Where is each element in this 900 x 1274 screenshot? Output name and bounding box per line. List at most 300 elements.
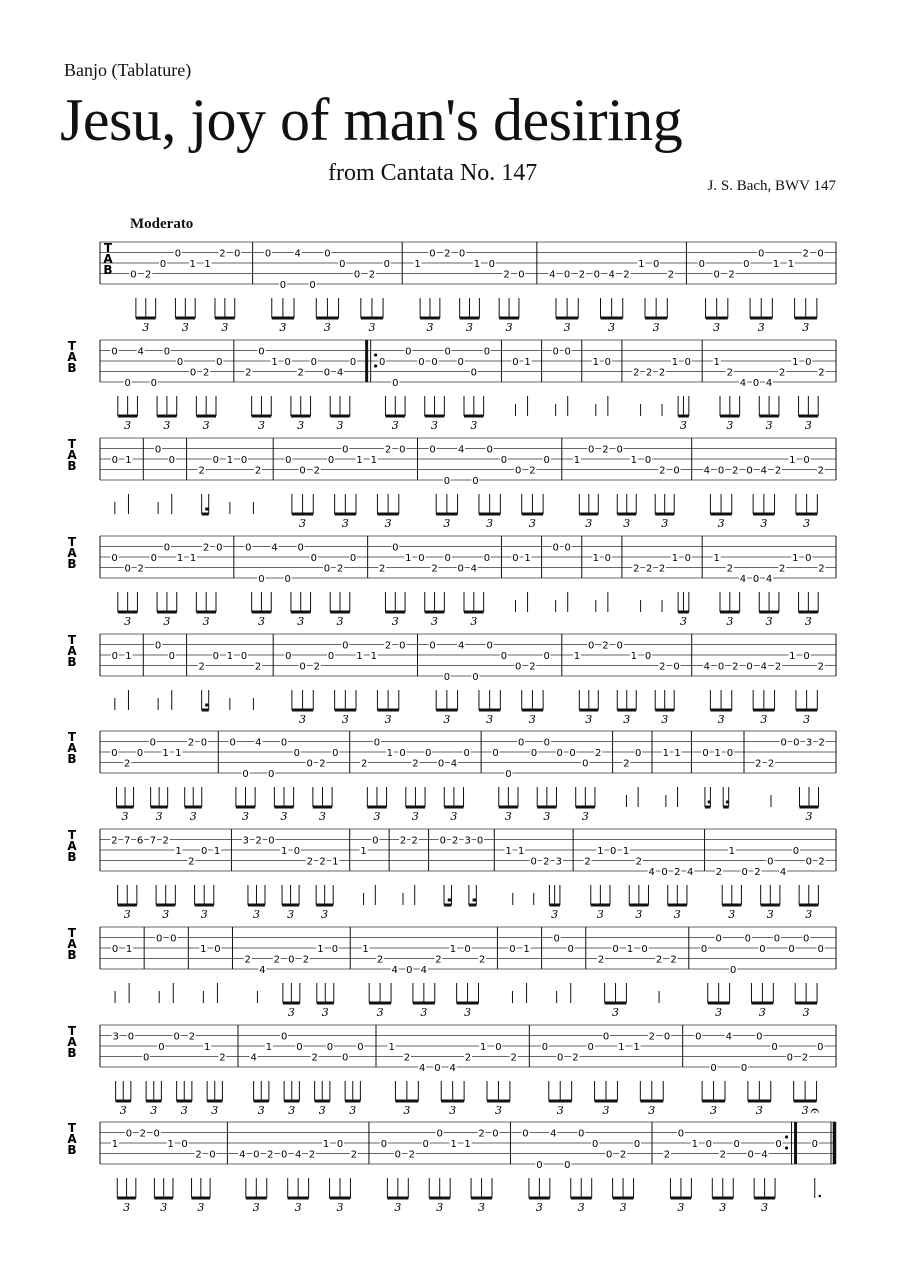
fret-number: 2 bbox=[254, 465, 262, 477]
fret-number: 0 bbox=[201, 846, 208, 857]
fret-number: 0 bbox=[788, 944, 795, 955]
tab-clef-letter: T bbox=[67, 437, 77, 451]
tuplet-number: 3 bbox=[505, 321, 513, 334]
fret-number: 0 bbox=[509, 944, 516, 955]
tuplet-number: 3 bbox=[436, 1201, 444, 1214]
fret-number: 1 bbox=[473, 259, 481, 270]
fret-number: 0 bbox=[752, 574, 760, 585]
tuplet-number: 3 bbox=[294, 1201, 302, 1214]
fret-number: 0 bbox=[136, 748, 144, 759]
fret-number: 1 bbox=[189, 553, 197, 564]
tuplet-number: 3 bbox=[373, 810, 381, 823]
fret-number: 4 bbox=[259, 965, 266, 976]
fret-number: 0 bbox=[767, 856, 774, 868]
fret-number: 0 bbox=[458, 248, 466, 260]
tuplet-number: 3 bbox=[200, 908, 208, 921]
fret-number: 2 bbox=[774, 465, 782, 477]
fret-number: 3 bbox=[464, 835, 471, 847]
tuplet-number: 3 bbox=[494, 1104, 502, 1117]
fret-number: 0 bbox=[710, 1063, 717, 1074]
fret-number: 2 bbox=[219, 1052, 226, 1064]
fret-number: 0 bbox=[500, 455, 508, 466]
tuplet-number: 3 bbox=[336, 615, 344, 628]
fret-number: 2 bbox=[817, 465, 825, 477]
fret-number: 1 bbox=[622, 846, 630, 857]
fret-number: 2 bbox=[313, 465, 321, 477]
tab-clef-letter: T bbox=[67, 1121, 77, 1135]
tuplet-number: 3 bbox=[124, 419, 132, 432]
tuplet-number: 3 bbox=[394, 1201, 402, 1214]
fret-number: 0 bbox=[604, 553, 612, 564]
dot bbox=[818, 1195, 821, 1198]
fret-number: 0 bbox=[567, 944, 574, 955]
fret-number: 0 bbox=[587, 1042, 594, 1053]
tuplet-number: 3 bbox=[760, 517, 768, 530]
tuplet-number: 3 bbox=[710, 1104, 718, 1117]
fret-number: 2 bbox=[594, 748, 602, 759]
fret-number: 1 bbox=[691, 1139, 699, 1150]
fret-number: 0 bbox=[267, 769, 275, 780]
fret-number: 2 bbox=[510, 1052, 517, 1064]
fret-number: 0 bbox=[457, 357, 464, 368]
fret-number: 4 bbox=[255, 737, 262, 749]
fret-number: 0 bbox=[168, 651, 175, 662]
tuplet-number: 3 bbox=[431, 419, 439, 432]
fret-number: 1 bbox=[713, 553, 720, 564]
fret-number: 0 bbox=[127, 1031, 135, 1043]
fret-number: 2 bbox=[444, 248, 451, 260]
fret-number: 0 bbox=[730, 965, 737, 976]
tuplet-number: 3 bbox=[242, 810, 250, 823]
tuplet-number: 3 bbox=[297, 419, 305, 432]
tab-clef-letter: B bbox=[67, 1046, 77, 1060]
fret-number: 2 bbox=[778, 563, 786, 575]
fret-number: 0 bbox=[557, 1052, 564, 1064]
fret-number: 2 bbox=[368, 269, 376, 281]
fret-number: 2 bbox=[802, 248, 809, 260]
tuplet-number: 3 bbox=[556, 1104, 564, 1117]
fret-number: 0 bbox=[288, 954, 295, 966]
fret-number: 0 bbox=[214, 944, 221, 955]
fret-number: 2 bbox=[412, 758, 419, 770]
tuplet-number: 3 bbox=[504, 810, 512, 823]
fret-number: 0 bbox=[684, 553, 691, 564]
fret-number: 0 bbox=[439, 835, 446, 847]
fret-number: 4 bbox=[420, 965, 428, 976]
fret-number: 2 bbox=[431, 563, 438, 575]
fret-number: 0 bbox=[673, 465, 680, 477]
tuplet-number: 3 bbox=[121, 810, 129, 823]
fret-number: 0 bbox=[399, 748, 406, 759]
fret-number: 0 bbox=[472, 672, 479, 683]
tab-clef-letter: T bbox=[67, 730, 77, 744]
fret-number: 0 bbox=[154, 640, 162, 652]
fret-number: 0 bbox=[216, 542, 223, 554]
fret-number: 2 bbox=[267, 1149, 274, 1161]
fret-number: 2 bbox=[578, 269, 586, 281]
tuplet-number: 3 bbox=[443, 713, 451, 726]
fret-number: 2 bbox=[452, 835, 459, 847]
tuplet-number: 3 bbox=[123, 908, 131, 921]
fret-number: 0 bbox=[733, 1139, 740, 1150]
fret-number: 0 bbox=[323, 367, 331, 379]
fret-number: 1 bbox=[332, 856, 339, 868]
tab-clef-letter: A bbox=[67, 1035, 77, 1049]
fret-number: 0 bbox=[746, 465, 753, 477]
fret-number: 0 bbox=[279, 280, 287, 291]
fret-number: 2 bbox=[188, 856, 195, 868]
fret-number: 0 bbox=[189, 367, 197, 379]
fret-number: 1 bbox=[630, 651, 638, 662]
tuplet-number: 3 bbox=[189, 810, 197, 823]
fret-number: 0 bbox=[698, 259, 706, 270]
fret-number: 6 bbox=[136, 835, 144, 847]
tuplet-number: 3 bbox=[123, 1201, 131, 1214]
fret-number: 0 bbox=[616, 444, 623, 456]
tuplet-number: 3 bbox=[551, 908, 559, 921]
fret-number: 0 bbox=[124, 563, 131, 575]
fret-number: 0 bbox=[543, 651, 550, 662]
tuplet-number: 3 bbox=[150, 1104, 158, 1117]
fret-number: 0 bbox=[163, 346, 171, 358]
fret-number: 0 bbox=[163, 542, 171, 554]
tab-clef-letter: B bbox=[67, 557, 77, 571]
fret-number: 2 bbox=[597, 954, 605, 966]
fret-number: 0 bbox=[700, 944, 708, 955]
tab-clef-letter: A bbox=[67, 1132, 77, 1146]
fret-number: 0 bbox=[486, 444, 493, 456]
tuplet-number: 3 bbox=[719, 1201, 727, 1214]
tab-clef-letter: B bbox=[103, 263, 113, 277]
fret-number: 0 bbox=[212, 455, 219, 466]
tab-clef-letter: B bbox=[67, 459, 77, 473]
fret-number: 2 bbox=[602, 444, 609, 456]
fret-number: 4 bbox=[760, 661, 768, 673]
fret-number: 0 bbox=[741, 867, 748, 878]
fret-number: 0 bbox=[512, 553, 519, 564]
fret-number: 0 bbox=[327, 651, 335, 662]
fret-number: 1 bbox=[671, 357, 679, 368]
fret-number: 1 bbox=[360, 846, 367, 857]
tab-clef-letter: B bbox=[67, 752, 77, 766]
tuplet-number: 3 bbox=[252, 1201, 260, 1214]
fret-number: 1 bbox=[175, 846, 182, 857]
fret-number: 0 bbox=[299, 661, 306, 673]
tuplet-number: 3 bbox=[197, 1201, 205, 1214]
fret-number: 1 bbox=[111, 1139, 119, 1150]
tuplet-number: 3 bbox=[160, 1201, 168, 1214]
fret-number: 0 bbox=[310, 553, 318, 564]
fret-number: 0 bbox=[373, 737, 381, 749]
fret-number: 0 bbox=[602, 1031, 610, 1043]
tab-clef-letter: T bbox=[67, 828, 77, 842]
fret-number: 2 bbox=[255, 835, 262, 847]
fret-number: 2 bbox=[726, 563, 734, 575]
fret-number: 1 bbox=[449, 944, 457, 955]
fret-number: 2 bbox=[306, 856, 313, 868]
fret-number: 2 bbox=[674, 867, 681, 878]
fret-number: 1 bbox=[226, 455, 234, 466]
tab-clef-letter: A bbox=[103, 252, 113, 266]
tuplet-number: 3 bbox=[287, 908, 295, 921]
tab-clef-letter: T bbox=[67, 339, 77, 353]
tuplet-number: 3 bbox=[805, 810, 813, 823]
tuplet-number: 3 bbox=[321, 908, 329, 921]
fret-number: 0 bbox=[464, 944, 471, 955]
fret-number: 1 bbox=[728, 846, 735, 857]
tuplet-number: 3 bbox=[142, 321, 150, 334]
fret-number: 0 bbox=[514, 465, 522, 477]
fret-number: 0 bbox=[817, 944, 824, 955]
fret-number: 1 bbox=[789, 651, 796, 662]
fret-number: 0 bbox=[518, 737, 525, 749]
tuplet-number: 3 bbox=[321, 1006, 329, 1019]
tuplet-number: 3 bbox=[341, 517, 349, 530]
fret-number: 1 bbox=[787, 259, 795, 270]
tuplet-number: 3 bbox=[602, 1104, 610, 1117]
fret-number: 1 bbox=[362, 944, 369, 955]
fret-number: 2 bbox=[719, 1149, 726, 1161]
fret-number: 1 bbox=[772, 259, 780, 270]
fret-number: 0 bbox=[663, 1031, 671, 1043]
fret-number: 0 bbox=[309, 280, 316, 291]
fret-number: 0 bbox=[793, 737, 800, 749]
tab-clef-letter: T bbox=[103, 241, 113, 255]
fret-number: 0 bbox=[422, 1139, 429, 1150]
fret-number: 0 bbox=[372, 835, 379, 847]
tuplet-number: 3 bbox=[612, 1006, 620, 1019]
fret-number: 4 bbox=[418, 1063, 426, 1074]
fret-number: 0 bbox=[758, 248, 765, 260]
fret-number: 0 bbox=[805, 357, 812, 368]
fret-number: 0 bbox=[740, 1063, 748, 1074]
fret-number: 4 bbox=[765, 574, 773, 585]
fret-number: 0 bbox=[652, 259, 660, 270]
fret-number: 0 bbox=[394, 1149, 402, 1161]
fret-number: 0 bbox=[792, 846, 800, 857]
fret-number: 2 bbox=[411, 835, 418, 847]
fret-number: 0 bbox=[173, 1031, 180, 1043]
fret-number: 2 bbox=[478, 954, 486, 966]
fret-number: 1 bbox=[524, 357, 531, 368]
tuplet-number: 3 bbox=[608, 321, 616, 334]
fret-number: 7 bbox=[124, 835, 131, 847]
fret-number: 4 bbox=[761, 1149, 768, 1161]
fret-number: 0 bbox=[582, 758, 589, 770]
fret-number: 0 bbox=[284, 574, 291, 585]
tuplet-number: 3 bbox=[391, 419, 399, 432]
fret-number: 1 bbox=[265, 1042, 273, 1053]
tuplet-number: 3 bbox=[726, 615, 734, 628]
fret-number: 2 bbox=[408, 1149, 415, 1161]
fret-number: 0 bbox=[500, 651, 508, 662]
tab-clef-letter: A bbox=[67, 644, 77, 658]
fret-number: 0 bbox=[293, 846, 301, 857]
fret-number: 2 bbox=[754, 867, 761, 878]
fret-number: 0 bbox=[633, 1139, 641, 1150]
fret-number: 2 bbox=[336, 563, 344, 575]
fret-number: 0 bbox=[332, 748, 339, 759]
repeat-dot bbox=[374, 364, 377, 367]
tab-clef-letter: B bbox=[67, 948, 77, 962]
tuplet-number: 3 bbox=[124, 615, 132, 628]
fret-number: 0 bbox=[434, 1063, 441, 1074]
fret-number: 0 bbox=[695, 1031, 702, 1043]
fret-number: 1 bbox=[271, 357, 278, 368]
fret-number: 0 bbox=[457, 563, 464, 575]
fret-number: 4 bbox=[765, 378, 773, 389]
fret-number: 2 bbox=[384, 640, 392, 652]
tuplet-number: 3 bbox=[765, 615, 773, 628]
fret-number: 0 bbox=[817, 248, 824, 260]
fret-number: 0 bbox=[702, 748, 709, 759]
fret-number: 0 bbox=[125, 1128, 133, 1140]
fret-number: 0 bbox=[181, 1139, 188, 1150]
fret-number: 0 bbox=[406, 965, 413, 976]
tuplet-number: 3 bbox=[715, 1006, 723, 1019]
fret-number: 0 bbox=[444, 346, 451, 358]
fret-number: 0 bbox=[280, 1031, 288, 1043]
tab-clef-letter: B bbox=[67, 1143, 77, 1157]
fret-number: 1 bbox=[633, 1042, 640, 1053]
fret-number: 0 bbox=[530, 748, 538, 759]
tuplet-number: 3 bbox=[679, 419, 687, 432]
fret-number: 0 bbox=[569, 748, 576, 759]
tuplet-number: 3 bbox=[804, 419, 812, 432]
tuplet-number: 3 bbox=[470, 615, 478, 628]
fret-number: 2 bbox=[663, 1149, 671, 1161]
tuplet-number: 3 bbox=[766, 908, 774, 921]
fret-number: 4 bbox=[703, 465, 711, 477]
fret-number: 2 bbox=[195, 1149, 202, 1161]
repeat-dot bbox=[785, 1146, 788, 1149]
fret-number: 3 bbox=[242, 835, 250, 847]
fret-number: 0 bbox=[327, 455, 335, 466]
fret-number: 7 bbox=[149, 835, 157, 847]
tuplet-number: 3 bbox=[426, 321, 434, 334]
fret-number: 4 bbox=[294, 1149, 302, 1161]
fret-number: 2 bbox=[623, 758, 630, 770]
fret-number: 4 bbox=[457, 640, 465, 652]
fret-number: 0 bbox=[392, 542, 399, 554]
tuplet-number: 3 bbox=[297, 615, 305, 628]
fret-number: 1 bbox=[450, 1139, 457, 1150]
fret-number: 0 bbox=[212, 651, 219, 662]
fret-number: 0 bbox=[661, 867, 668, 878]
fret-number: 0 bbox=[342, 444, 349, 456]
fret-number: 2 bbox=[219, 248, 226, 260]
tuplet-number: 3 bbox=[163, 615, 171, 628]
fret-number: 2 bbox=[645, 367, 653, 379]
fret-number: 0 bbox=[339, 259, 346, 270]
fret-number: 0 bbox=[564, 1160, 571, 1171]
fret-number: 0 bbox=[383, 259, 390, 270]
fret-number: 1 bbox=[370, 651, 378, 662]
fret-number: 1 bbox=[125, 651, 132, 662]
fret-number: 2 bbox=[187, 737, 195, 749]
fret-number: 0 bbox=[564, 346, 571, 358]
fret-number: 2 bbox=[202, 367, 210, 379]
tuplet-number: 3 bbox=[760, 713, 768, 726]
fret-number: 0 bbox=[492, 1128, 499, 1140]
fret-number: 0 bbox=[280, 737, 288, 749]
fret-number: 0 bbox=[296, 1042, 303, 1053]
tab-clef-letter: T bbox=[67, 535, 77, 549]
fret-number: 1 bbox=[125, 455, 132, 466]
tuplet-number: 3 bbox=[803, 517, 811, 530]
fret-number: 4 bbox=[739, 378, 747, 389]
fret-number: 4 bbox=[779, 867, 787, 878]
fret-number: 3 bbox=[112, 1031, 119, 1043]
tuplet-number: 3 bbox=[299, 713, 307, 726]
fret-number: 4 bbox=[648, 867, 655, 878]
tuplet-number: 3 bbox=[299, 517, 307, 530]
tuplet-number: 3 bbox=[211, 1104, 219, 1117]
fret-number: 0 bbox=[342, 640, 349, 652]
fret-number: 0 bbox=[759, 944, 766, 955]
fret-number: 2 bbox=[403, 1052, 411, 1064]
fret-number: 2 bbox=[818, 367, 825, 379]
fret-number: 2 bbox=[633, 367, 640, 379]
tempo-marking: Moderato bbox=[130, 216, 194, 232]
fret-number: 1 bbox=[638, 259, 645, 270]
tab-clef-letter: A bbox=[67, 448, 77, 462]
tuplet-number: 3 bbox=[119, 1104, 127, 1117]
fret-number: 2 bbox=[308, 1149, 316, 1161]
fret-number: 1 bbox=[618, 1042, 625, 1053]
fret-number: 0 bbox=[775, 1139, 782, 1150]
tuplet-number: 3 bbox=[717, 713, 725, 726]
tab-clef-letter: B bbox=[67, 655, 77, 669]
tuplet-number: 3 bbox=[577, 1201, 585, 1214]
tuplet-number: 3 bbox=[470, 419, 478, 432]
tab-clef-letter: T bbox=[67, 633, 77, 647]
fret-number: 0 bbox=[436, 1128, 443, 1140]
fret-number: 1 bbox=[125, 944, 133, 955]
fret-number: 4 bbox=[250, 1052, 257, 1064]
tuplet-number: 3 bbox=[758, 1006, 766, 1019]
tuplet-number: 3 bbox=[279, 321, 287, 334]
fret-number: 2 bbox=[202, 542, 210, 554]
tuplet-number: 3 bbox=[486, 713, 494, 726]
fret-number: 0 bbox=[530, 856, 537, 868]
tuplet-number: 3 bbox=[449, 1104, 457, 1117]
fret-number: 0 bbox=[486, 640, 493, 652]
fret-number: 2 bbox=[728, 269, 735, 281]
tuplet-number: 3 bbox=[717, 517, 725, 530]
tab-clef-letter: T bbox=[67, 1024, 77, 1038]
tuplet-number: 3 bbox=[202, 615, 210, 628]
fret-number: 2 bbox=[801, 1052, 809, 1064]
fret-number: 2 bbox=[623, 269, 630, 281]
fret-number: 2 bbox=[384, 444, 392, 456]
tuplet-number: 3 bbox=[596, 908, 604, 921]
fret-number: 0 bbox=[310, 357, 318, 368]
tuplet-number: 3 bbox=[341, 713, 349, 726]
tuplet-number: 3 bbox=[252, 908, 260, 921]
fret-number: 0 bbox=[111, 455, 119, 466]
fret-number: 0 bbox=[605, 1149, 613, 1161]
tuplet-number: 3 bbox=[623, 517, 631, 530]
tuplet-number: 3 bbox=[336, 419, 344, 432]
tuplet-number: 3 bbox=[755, 1104, 763, 1117]
fret-number: 0 bbox=[159, 259, 167, 270]
fret-number: 0 bbox=[771, 1042, 778, 1053]
fret-number: 0 bbox=[431, 357, 438, 368]
fret-number: 0 bbox=[234, 248, 241, 260]
fret-number: 2 bbox=[244, 954, 251, 966]
fret-number: 0 bbox=[591, 1139, 599, 1150]
